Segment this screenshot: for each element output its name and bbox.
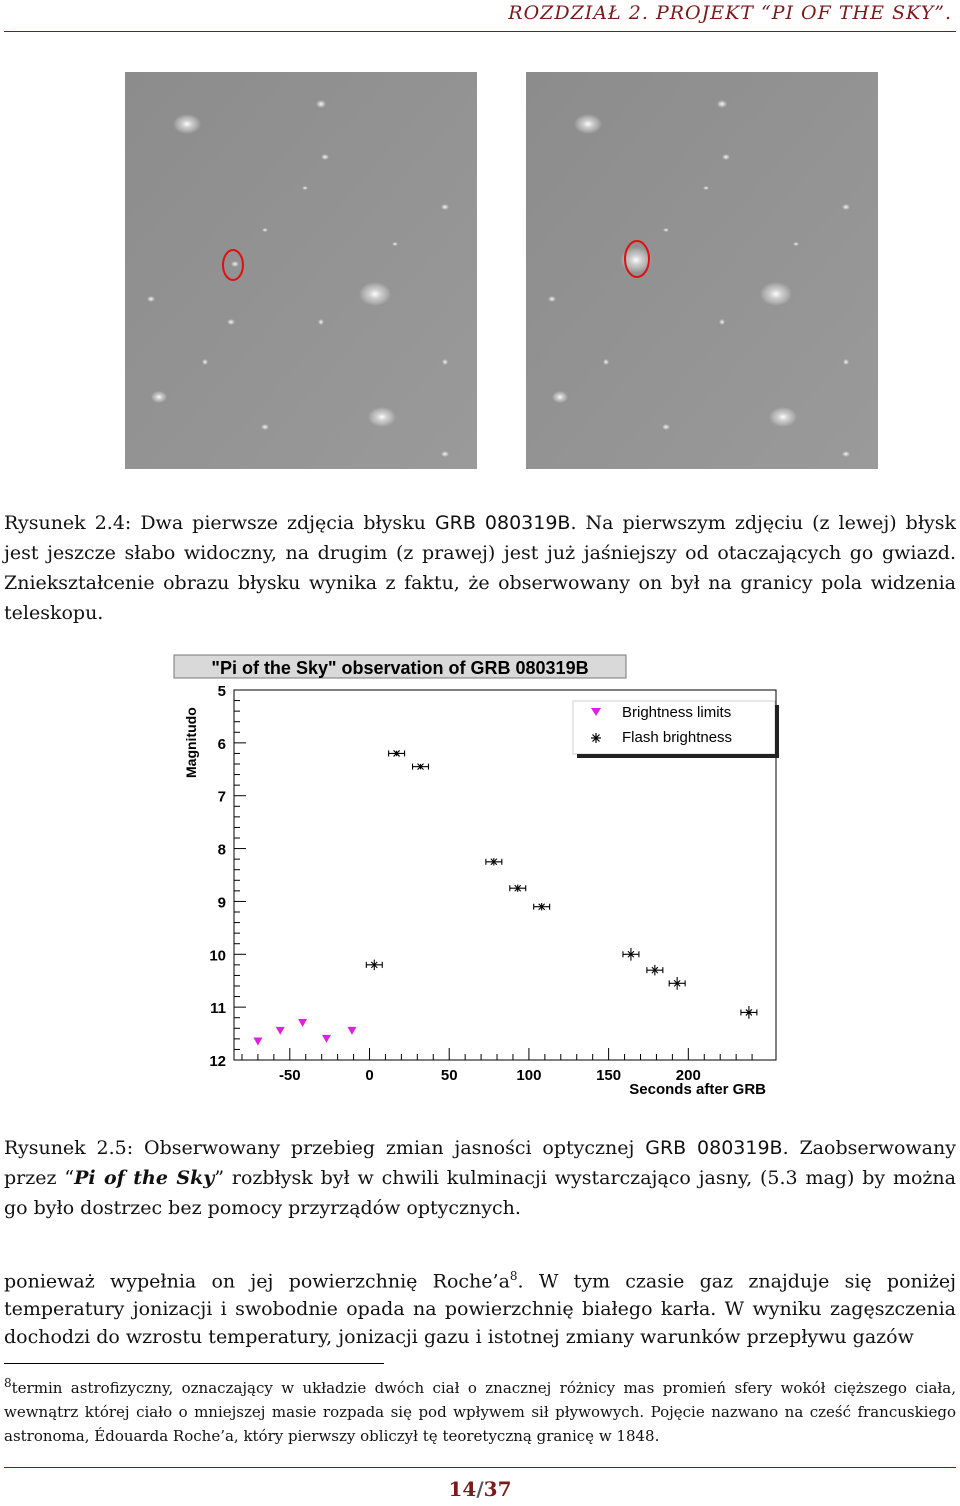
flash-brightness-point [389,750,405,756]
flash-brightness-point [486,858,502,865]
x-tick-label: -50 [278,1067,301,1084]
footnote [4,1371,956,1448]
x-tick-label: 100 [516,1067,542,1084]
flash-brightness-point [534,903,550,910]
page-number [0,1477,960,1501]
header-rule [4,31,956,32]
brightness-limit-point [347,1027,356,1035]
page-separator: / [476,1477,484,1501]
caption-text: . Na pierwszym zdjęciu (z lewej) błysk jest jeszcze słabo widoczny, na drugim (z prawej) jest już jaśniejszy od otaczających go gwiazd. Zniekształcenie obrazu błysku wynika z faktu, że obserwowany on był na granicy pola widzenia teleskopu. [4,512,956,624]
running-header: ROZDZIAŁ 2. PROJEKT “PI OF THE SKY”. [508,2,952,24]
legend-label-limits: Brightness limits [622,704,732,721]
chart-svg [170,650,788,1108]
flash-brightness-point [510,885,526,892]
flash-brightness-point [413,764,429,770]
current-page: 14 [448,1477,477,1501]
body-text-rest: . W tym czasie gaz znajduje się poniżej temperatury jonizacji i swobodnie opada na powierzchnię białego karła. W wyniku zagęszczenia dochodzi do wzrostu temperatury, jonizacji gazu i istotnej zmiany warunków przepływu gazów [4,1270,956,1349]
flash-brightness-point [647,965,663,976]
footnote-number: 8 [4,1376,12,1390]
y-tick-label: 12 [209,1053,226,1070]
legend-shadow [775,705,779,758]
brightness-limit-point [298,1019,307,1027]
body-paragraph [4,1262,956,1351]
sky-photo-left [125,72,477,469]
caption-label: Rysunek 2.5: [4,1137,134,1159]
caption-text: . Zaobserwowany przez “ [4,1137,956,1189]
flash-brightness-point [623,948,639,961]
flash-brightness-point [741,1006,757,1019]
flash-brightness-point [669,977,685,990]
light-curve-chart [170,650,788,1108]
y-tick-label: 10 [209,947,226,965]
brightness-limit-point [253,1038,262,1046]
caption-text: ” rozbłysk był w chwili kulminacji wystarczająco jasny, (5.3 mag) by można go było dostrzec bez pomocy przyrządów optycznych. [4,1167,956,1219]
total-pages: 37 [483,1477,512,1501]
y-tick-label: 7 [217,788,226,806]
footnote-rule [4,1363,384,1364]
legend-shadow [577,754,779,758]
y-tick-label: 11 [210,1000,226,1018]
y-axis-label: Magnitudo [183,707,199,778]
grb-name: GRB 080319B [645,1137,783,1159]
footer-rule [4,1467,956,1468]
project-name: Pi of the Sky [74,1167,215,1189]
figure-2-4-caption [4,508,956,628]
caption-text: Dwa pierwsze zdjęcia błysku [140,512,426,534]
y-tick-label: 9 [217,894,226,912]
brightness-limit-point [276,1027,285,1035]
y-tick-label: 5 [217,683,226,700]
x-tick-label: 150 [596,1067,622,1084]
grb-name: GRB 080319B [434,512,571,534]
footnote-text: termin astrofizyczny, oznaczający w układzie dwóch ciał o znacznej różnicy mas promień sfery wokół cięższego ciała, wewnątrz której ciało o mniejszej masie rozpada się pod wpływem sił pływowych. Pojęcie nazwano na cześć francuskiego astronoma, Édouarda Roche’a, który pierwszy obliczył tę teoretyczną granicę w 1848. [4,1379,956,1445]
y-tick-label: 6 [217,735,226,753]
brightness-limit-point [322,1035,331,1043]
x-tick-label: 200 [675,1067,701,1084]
chart-title: "Pi of the Sky" observation of GRB 080319B [211,658,589,678]
body-text-start: ponieważ wypełnia on jej powierzchnię Roche’a [4,1270,510,1293]
footnote-reference[interactable]: 8 [509,1269,518,1283]
y-tick-label: 8 [217,841,226,859]
figure-2-5-caption [4,1133,956,1223]
sky-photo-right [526,72,878,469]
x-tick-label: 0 [365,1067,374,1084]
x-tick-label: 50 [440,1067,458,1084]
caption-label: Rysunek 2.4: [4,512,132,534]
legend-label-flash: Flash brightness [622,729,733,746]
caption-text: Obserwowany przebieg zmian jasności optycznej [144,1137,635,1159]
flash-brightness-point [366,960,382,971]
legend-star-marker [591,733,601,743]
x-axis-label: Seconds after GRB [629,1081,766,1098]
